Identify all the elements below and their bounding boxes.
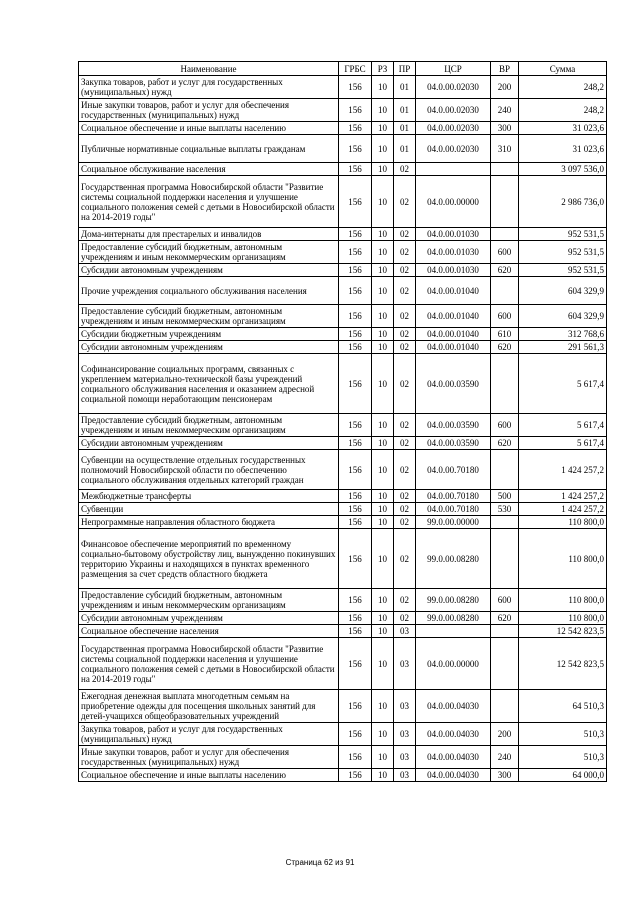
cell-rz: 10 <box>372 450 394 490</box>
cell-sum: 510,3 <box>519 723 607 746</box>
cell-grbs: 156 <box>339 723 372 746</box>
cell-rz: 10 <box>372 625 394 638</box>
cell-grbs: 156 <box>339 264 372 277</box>
table-row <box>79 516 607 529</box>
cell-sum: 2 986 736,0 <box>519 176 607 228</box>
cell-grbs: 156 <box>339 305 372 328</box>
cell-grbs: 156 <box>339 450 372 490</box>
cell-sum: 604 329,9 <box>519 277 607 305</box>
table-row <box>79 490 607 503</box>
table-row <box>79 503 607 516</box>
cell-rz: 10 <box>372 490 394 503</box>
cell-vr: 620 <box>491 264 519 277</box>
cell-name: Предоставление субсидий бюджетным, автономным учреждениям и иным некоммерческим организациям <box>79 241 339 264</box>
cell-grbs: 156 <box>339 503 372 516</box>
cell-pr: 02 <box>394 490 416 503</box>
cell-pr: 01 <box>394 122 416 135</box>
cell-csr: 04.0.00.03590 <box>416 437 491 450</box>
cell-pr: 02 <box>394 437 416 450</box>
cell-csr: 99.0.00.08280 <box>416 589 491 612</box>
table-row <box>79 76 607 99</box>
cell-csr: 04.0.00.02030 <box>416 122 491 135</box>
cell-sum: 510,3 <box>519 746 607 769</box>
header-grbs: ГРБС <box>339 62 372 76</box>
cell-csr: 99.0.00.08280 <box>416 529 491 589</box>
cell-grbs: 156 <box>339 328 372 341</box>
cell-vr: 600 <box>491 589 519 612</box>
cell-vr <box>491 625 519 638</box>
cell-rz: 10 <box>372 135 394 163</box>
cell-rz: 10 <box>372 516 394 529</box>
cell-csr: 04.0.00.03590 <box>416 414 491 437</box>
cell-sum: 31 023,6 <box>519 135 607 163</box>
cell-pr: 02 <box>394 241 416 264</box>
cell-csr: 04.0.00.01030 <box>416 264 491 277</box>
cell-sum: 31 023,6 <box>519 122 607 135</box>
cell-rz: 10 <box>372 341 394 354</box>
table-row <box>79 437 607 450</box>
cell-name: Социальное обслуживание населения <box>79 163 339 176</box>
table-row <box>79 99 607 122</box>
cell-vr: 530 <box>491 503 519 516</box>
header-name: Наименование <box>79 62 339 76</box>
cell-csr: 04.0.00.02030 <box>416 135 491 163</box>
cell-pr: 02 <box>394 277 416 305</box>
cell-rz: 10 <box>372 529 394 589</box>
table-row <box>79 414 607 437</box>
cell-vr: 200 <box>491 723 519 746</box>
table-header-row <box>79 62 607 76</box>
cell-grbs: 156 <box>339 277 372 305</box>
table-row <box>79 769 607 782</box>
table-row <box>79 354 607 414</box>
cell-rz: 10 <box>372 328 394 341</box>
cell-name: Ежегодная денежная выплата многодетным семьям на приобретение одежды для посещения школьных занятий для детей-учащихся общеобразовательных учреждений <box>79 690 339 723</box>
table-row <box>79 612 607 625</box>
cell-pr: 03 <box>394 638 416 690</box>
cell-name: Социальное обеспечение и иные выплаты населению <box>79 769 339 782</box>
cell-pr: 02 <box>394 163 416 176</box>
cell-sum: 1 424 257,2 <box>519 490 607 503</box>
cell-vr <box>491 529 519 589</box>
cell-rz: 10 <box>372 176 394 228</box>
budget-table-container <box>78 61 606 782</box>
cell-rz: 10 <box>372 163 394 176</box>
cell-rz: 10 <box>372 354 394 414</box>
cell-rz: 10 <box>372 589 394 612</box>
cell-vr: 240 <box>491 99 519 122</box>
header-rz: РЗ <box>372 62 394 76</box>
table-row <box>79 264 607 277</box>
cell-pr: 01 <box>394 76 416 99</box>
cell-vr: 200 <box>491 76 519 99</box>
cell-rz: 10 <box>372 769 394 782</box>
cell-csr: 04.0.00.03590 <box>416 354 491 414</box>
cell-name: Субсидии бюджетным учреждениям <box>79 328 339 341</box>
cell-pr: 02 <box>394 354 416 414</box>
cell-grbs: 156 <box>339 99 372 122</box>
cell-rz: 10 <box>372 414 394 437</box>
cell-grbs: 156 <box>339 529 372 589</box>
cell-pr: 03 <box>394 690 416 723</box>
cell-vr: 500 <box>491 490 519 503</box>
cell-sum: 1 424 257,2 <box>519 503 607 516</box>
cell-sum: 604 329,9 <box>519 305 607 328</box>
cell-rz: 10 <box>372 503 394 516</box>
page-footer: Страница 62 из 91 <box>285 858 355 867</box>
table-row <box>79 625 607 638</box>
cell-pr: 01 <box>394 99 416 122</box>
cell-vr <box>491 163 519 176</box>
cell-grbs: 156 <box>339 612 372 625</box>
cell-name: Прочие учреждения социального обслуживания населения <box>79 277 339 305</box>
cell-csr <box>416 625 491 638</box>
cell-pr: 02 <box>394 414 416 437</box>
cell-sum: 248,2 <box>519 99 607 122</box>
cell-rz: 10 <box>372 241 394 264</box>
cell-csr: 04.0.00.02030 <box>416 76 491 99</box>
cell-pr: 02 <box>394 328 416 341</box>
cell-sum: 5 617,4 <box>519 354 607 414</box>
cell-sum: 3 097 536,0 <box>519 163 607 176</box>
cell-sum: 110 800,0 <box>519 529 607 589</box>
cell-name: Публичные нормативные социальные выплаты гражданам <box>79 135 339 163</box>
cell-pr: 02 <box>394 341 416 354</box>
table-row <box>79 746 607 769</box>
cell-grbs: 156 <box>339 341 372 354</box>
table-row <box>79 328 607 341</box>
header-pr: ПР <box>394 62 416 76</box>
cell-csr: 04.0.00.01040 <box>416 341 491 354</box>
cell-vr: 600 <box>491 305 519 328</box>
table-row <box>79 450 607 490</box>
cell-name: Социальное обеспечение и иные выплаты населению <box>79 122 339 135</box>
cell-grbs: 156 <box>339 122 372 135</box>
cell-sum: 110 800,0 <box>519 516 607 529</box>
cell-csr: 99.0.00.00000 <box>416 516 491 529</box>
cell-rz: 10 <box>372 690 394 723</box>
cell-csr: 04.0.00.70180 <box>416 490 491 503</box>
cell-grbs: 156 <box>339 516 372 529</box>
cell-sum: 110 800,0 <box>519 612 607 625</box>
cell-rz: 10 <box>372 99 394 122</box>
table-row <box>79 135 607 163</box>
cell-grbs: 156 <box>339 163 372 176</box>
cell-vr <box>491 277 519 305</box>
table-row <box>79 241 607 264</box>
cell-name: Дома-интернаты для престарелых и инвалидов <box>79 228 339 241</box>
cell-grbs: 156 <box>339 690 372 723</box>
cell-pr: 02 <box>394 503 416 516</box>
cell-sum: 952 531,5 <box>519 228 607 241</box>
cell-name: Финансовое обеспечение мероприятий по временному социально-бытовому обустройству лиц, вынужденно покинувших территорию Украины и находящихся в пунктах временного размещения за счет средств областного бюджета <box>79 529 339 589</box>
cell-vr: 620 <box>491 612 519 625</box>
table-row <box>79 122 607 135</box>
cell-name: Субвенции на осуществление отдельных государственных полномочий Новосибирской области по обеспечению социального обслуживания отдельных категорий граждан <box>79 450 339 490</box>
cell-vr <box>491 176 519 228</box>
cell-vr: 610 <box>491 328 519 341</box>
cell-grbs: 156 <box>339 769 372 782</box>
cell-rz: 10 <box>372 638 394 690</box>
cell-grbs: 156 <box>339 437 372 450</box>
cell-vr <box>491 354 519 414</box>
table-row <box>79 529 607 589</box>
cell-sum: 291 561,3 <box>519 341 607 354</box>
cell-grbs: 156 <box>339 354 372 414</box>
cell-grbs: 156 <box>339 490 372 503</box>
cell-rz: 10 <box>372 122 394 135</box>
cell-sum: 952 531,5 <box>519 264 607 277</box>
cell-vr <box>491 228 519 241</box>
cell-name: Иные закупки товаров, работ и услуг для обеспечения государственных (муниципальных) нужд <box>79 746 339 769</box>
cell-pr: 02 <box>394 450 416 490</box>
cell-name: Государственная программа Новосибирской области "Развитие системы социальной поддержки населения и улучшение социального положения семей с детьми в Новосибирской области на 2014-2019 годы" <box>79 176 339 228</box>
cell-rz: 10 <box>372 264 394 277</box>
cell-grbs: 156 <box>339 589 372 612</box>
cell-sum: 12 542 823,5 <box>519 625 607 638</box>
cell-rz: 10 <box>372 746 394 769</box>
cell-sum: 64 000,0 <box>519 769 607 782</box>
cell-grbs: 156 <box>339 176 372 228</box>
cell-name: Социальное обеспечение населения <box>79 625 339 638</box>
cell-sum: 12 542 823,5 <box>519 638 607 690</box>
header-csr: ЦСР <box>416 62 491 76</box>
cell-rz: 10 <box>372 437 394 450</box>
cell-rz: 10 <box>372 723 394 746</box>
cell-csr: 04.0.00.01040 <box>416 305 491 328</box>
cell-name: Предоставление субсидий бюджетным, автономным учреждениям и иным некоммерческим организациям <box>79 414 339 437</box>
cell-rz: 10 <box>372 305 394 328</box>
cell-name: Субсидии автономным учреждениям <box>79 341 339 354</box>
cell-grbs: 156 <box>339 638 372 690</box>
table-row <box>79 305 607 328</box>
cell-name: Субвенции <box>79 503 339 516</box>
cell-pr: 02 <box>394 305 416 328</box>
budget-table <box>78 61 607 782</box>
cell-vr <box>491 690 519 723</box>
cell-name: Предоставление субсидий бюджетным, автономным учреждениям и иным некоммерческим организациям <box>79 305 339 328</box>
table-row <box>79 176 607 228</box>
cell-name: Закупка товаров, работ и услуг для государственных (муниципальных) нужд <box>79 76 339 99</box>
cell-vr: 310 <box>491 135 519 163</box>
table-row <box>79 589 607 612</box>
cell-rz: 10 <box>372 277 394 305</box>
cell-sum: 1 424 257,2 <box>519 450 607 490</box>
cell-csr: 04.0.00.02030 <box>416 99 491 122</box>
cell-rz: 10 <box>372 228 394 241</box>
cell-pr: 03 <box>394 625 416 638</box>
cell-csr: 04.0.00.04030 <box>416 690 491 723</box>
cell-sum: 248,2 <box>519 76 607 99</box>
cell-csr: 04.0.00.01030 <box>416 241 491 264</box>
cell-sum: 5 617,4 <box>519 437 607 450</box>
cell-rz: 10 <box>372 612 394 625</box>
cell-name: Межбюджетные трансферты <box>79 490 339 503</box>
cell-vr: 300 <box>491 769 519 782</box>
cell-name: Субсидии автономным учреждениям <box>79 612 339 625</box>
cell-vr <box>491 638 519 690</box>
cell-grbs: 156 <box>339 241 372 264</box>
cell-pr: 02 <box>394 176 416 228</box>
table-row <box>79 228 607 241</box>
cell-sum: 5 617,4 <box>519 414 607 437</box>
cell-vr <box>491 450 519 490</box>
cell-vr: 620 <box>491 437 519 450</box>
cell-vr: 600 <box>491 241 519 264</box>
cell-pr: 02 <box>394 589 416 612</box>
cell-pr: 02 <box>394 612 416 625</box>
cell-csr: 04.0.00.04030 <box>416 769 491 782</box>
header-sum: Сумма <box>519 62 607 76</box>
cell-grbs: 156 <box>339 135 372 163</box>
cell-rz: 10 <box>372 76 394 99</box>
header-vr: ВР <box>491 62 519 76</box>
cell-vr <box>491 516 519 529</box>
cell-vr: 300 <box>491 122 519 135</box>
cell-csr: 04.0.00.70180 <box>416 450 491 490</box>
cell-name: Закупка товаров, работ и услуг для государственных (муниципальных) нужд <box>79 723 339 746</box>
table-row <box>79 690 607 723</box>
table-row <box>79 638 607 690</box>
cell-csr: 04.0.00.01040 <box>416 277 491 305</box>
cell-pr: 01 <box>394 135 416 163</box>
cell-name: Предоставление субсидий бюджетным, автономным учреждениям и иным некоммерческим организациям <box>79 589 339 612</box>
cell-csr: 04.0.00.04030 <box>416 723 491 746</box>
cell-pr: 02 <box>394 228 416 241</box>
cell-grbs: 156 <box>339 625 372 638</box>
table-row <box>79 341 607 354</box>
cell-sum: 110 800,0 <box>519 589 607 612</box>
cell-csr: 04.0.00.00000 <box>416 638 491 690</box>
cell-pr: 03 <box>394 769 416 782</box>
cell-csr: 04.0.00.01030 <box>416 228 491 241</box>
cell-grbs: 156 <box>339 414 372 437</box>
cell-name: Непрограммные направления областного бюджета <box>79 516 339 529</box>
cell-sum: 312 768,6 <box>519 328 607 341</box>
cell-name: Субсидии автономным учреждениям <box>79 264 339 277</box>
cell-name: Иные закупки товаров, работ и услуг для обеспечения государственных (муниципальных) нужд <box>79 99 339 122</box>
cell-vr: 600 <box>491 414 519 437</box>
cell-pr: 03 <box>394 723 416 746</box>
cell-csr <box>416 163 491 176</box>
cell-grbs: 156 <box>339 746 372 769</box>
table-body <box>79 76 607 782</box>
cell-csr: 04.0.00.00000 <box>416 176 491 228</box>
cell-sum: 64 510,3 <box>519 690 607 723</box>
table-row <box>79 277 607 305</box>
cell-name: Софинансирование социальных программ, связанных с укреплением материально-технической базы учреждений социального обслуживания населения и оказанием адресной социальной помощи неработающим пенсионерам <box>79 354 339 414</box>
cell-csr: 04.0.00.70180 <box>416 503 491 516</box>
table-row <box>79 163 607 176</box>
cell-pr: 02 <box>394 264 416 277</box>
table-row <box>79 723 607 746</box>
cell-vr: 620 <box>491 341 519 354</box>
cell-grbs: 156 <box>339 228 372 241</box>
cell-vr: 240 <box>491 746 519 769</box>
cell-csr: 99.0.00.08280 <box>416 612 491 625</box>
cell-name: Государственная программа Новосибирской области "Развитие системы социальной поддержки населения и улучшение социального положения семей с детьми в Новосибирской области на 2014-2019 годы" <box>79 638 339 690</box>
cell-sum: 952 531,5 <box>519 241 607 264</box>
cell-pr: 02 <box>394 516 416 529</box>
cell-csr: 04.0.00.04030 <box>416 746 491 769</box>
cell-grbs: 156 <box>339 76 372 99</box>
cell-csr: 04.0.00.01040 <box>416 328 491 341</box>
cell-pr: 03 <box>394 746 416 769</box>
cell-name: Субсидии автономным учреждениям <box>79 437 339 450</box>
cell-pr: 02 <box>394 529 416 589</box>
